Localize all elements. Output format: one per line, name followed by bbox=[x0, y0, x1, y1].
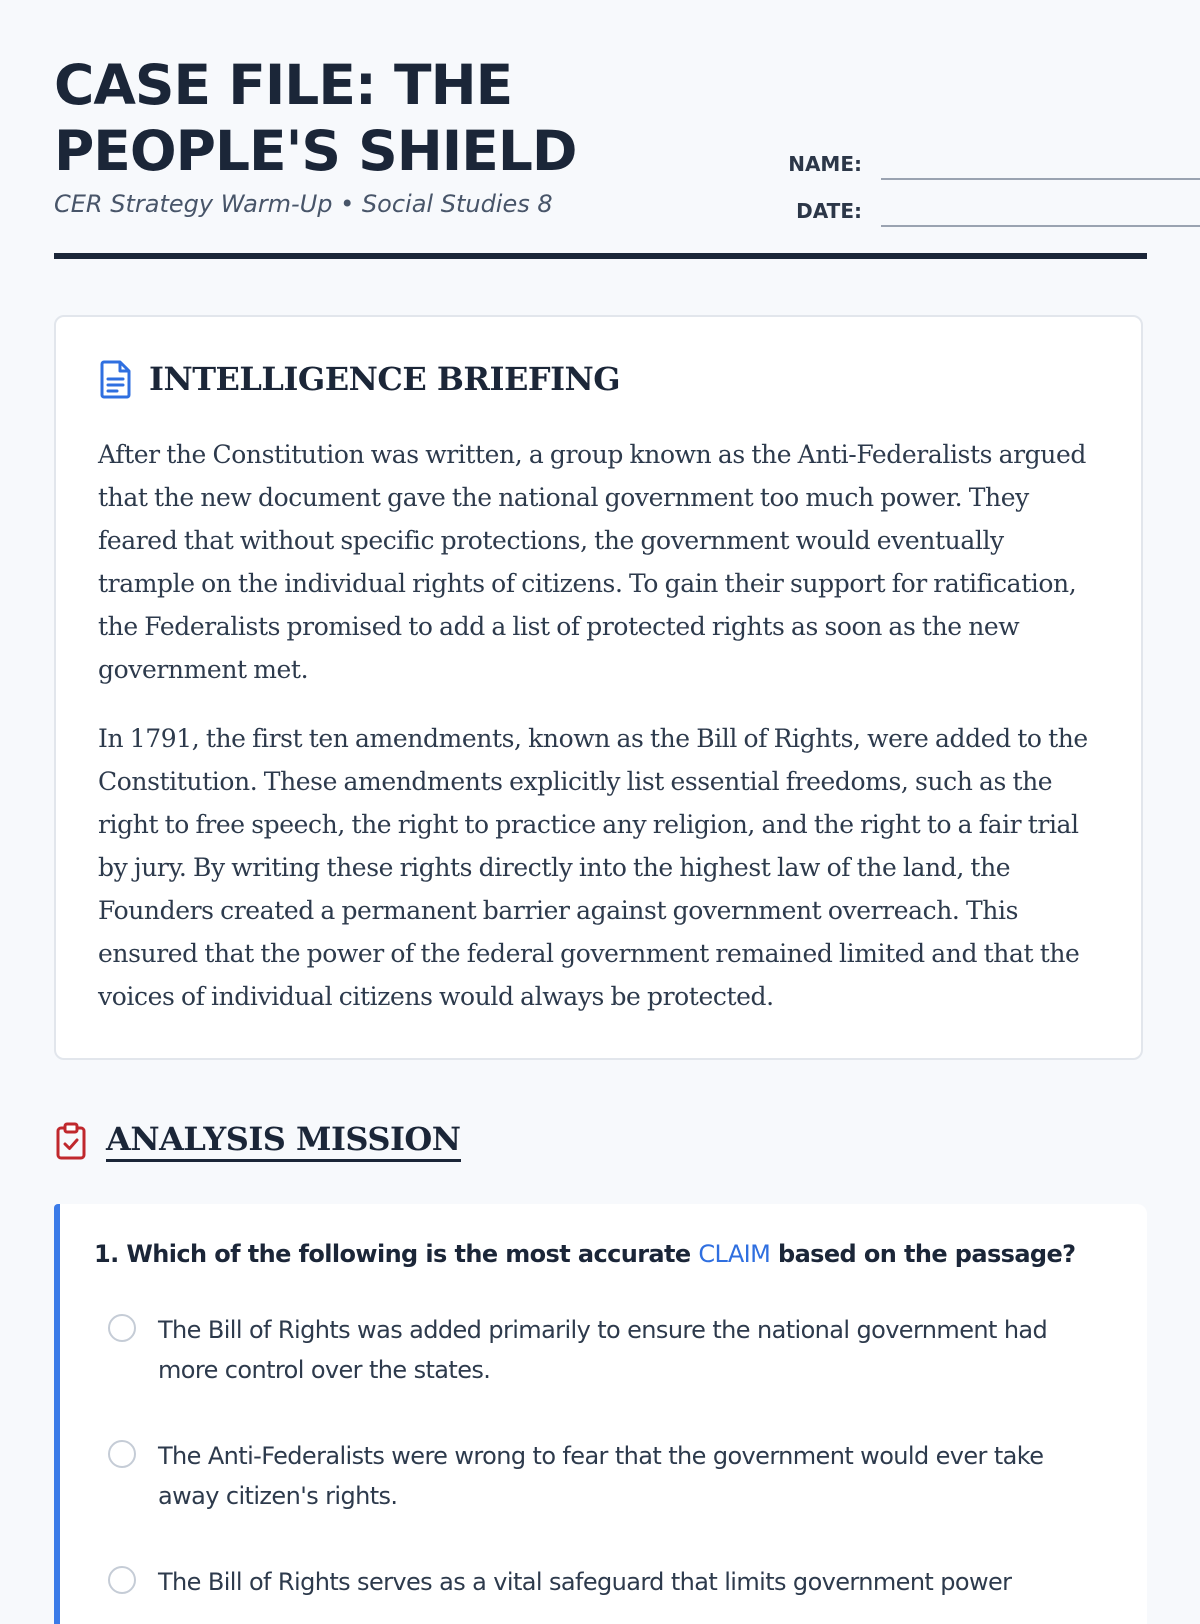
radio-button[interactable] bbox=[108, 1566, 136, 1594]
answer-option-1[interactable] bbox=[108, 1310, 1088, 1390]
question-suffix: based on the passage? bbox=[770, 1240, 1076, 1268]
intelligence-briefing-card bbox=[54, 315, 1143, 1060]
question-card bbox=[54, 1204, 1147, 1624]
briefing-paragraph: In 1791, the first ten amendments, known as the Bill of Rights, were added to the Constitution. These amendments explicitly list essential freedoms, such as the right to free speech, the right to practice any religion, and the right to a fair trial by jury. By writing these rights directly into the highest law of the land, the Founders created a permanent barrier against government overreach. This ensured that the power of the federal government remained limited and that the voices of individual citizens would always be protected. bbox=[98, 724, 1088, 1011]
briefing-title: INTELLIGENCE BRIEFING bbox=[149, 360, 621, 398]
answer-option-label[interactable]: The Bill of Rights was added primarily to ensure the national government had more control over the states. bbox=[158, 1316, 1048, 1384]
date-field[interactable] bbox=[684, 187, 1200, 227]
question-prompt bbox=[94, 1240, 1076, 1268]
name-label: NAME: bbox=[788, 152, 862, 176]
question-keyword: CLAIM bbox=[698, 1240, 771, 1268]
date-line[interactable] bbox=[881, 225, 1200, 227]
page-subtitle: CER Strategy Warm-Up • Social Studies 8 bbox=[54, 190, 553, 218]
answer-option-3[interactable] bbox=[108, 1562, 1088, 1602]
radio-button[interactable] bbox=[108, 1440, 136, 1468]
briefing-paragraph: After the Constitution was written, a group known as the Anti-Federalists argued that the new document gave the national government too much power. They feared that without specific protections, the government would eventually trample on the individual rights of citizens. To gain their support for ratification, the Federalists promised to add a list of protected rights as soon as the new government met. bbox=[98, 440, 1086, 684]
document-icon bbox=[99, 359, 133, 399]
date-label: DATE: bbox=[796, 199, 862, 223]
question-prefix: 1. Which of the following is the most accurate bbox=[94, 1240, 699, 1268]
answer-option-2[interactable] bbox=[108, 1436, 1088, 1516]
answer-option-label[interactable]: The Anti-Federalists were wrong to fear that the government would ever take away citizen's rights. bbox=[158, 1442, 1044, 1510]
analysis-mission-header bbox=[54, 1120, 461, 1162]
worksheet-header bbox=[54, 0, 1147, 260]
header-divider bbox=[54, 253, 1147, 259]
clipboard-check-icon bbox=[54, 1121, 88, 1161]
briefing-body bbox=[98, 433, 1103, 1044]
name-line[interactable] bbox=[881, 178, 1200, 180]
radio-button[interactable] bbox=[108, 1314, 136, 1342]
worksheet-page bbox=[54, 0, 1147, 1596]
name-field[interactable] bbox=[684, 140, 1200, 180]
answer-option-label[interactable]: The Bill of Rights serves as a vital safeguard that limits government power bbox=[158, 1568, 1012, 1596]
analysis-mission-title: ANALYSIS MISSION bbox=[106, 1120, 461, 1162]
page-title: CASE FILE: THE PEOPLE'S SHIELD bbox=[54, 53, 577, 183]
briefing-header bbox=[99, 359, 620, 399]
